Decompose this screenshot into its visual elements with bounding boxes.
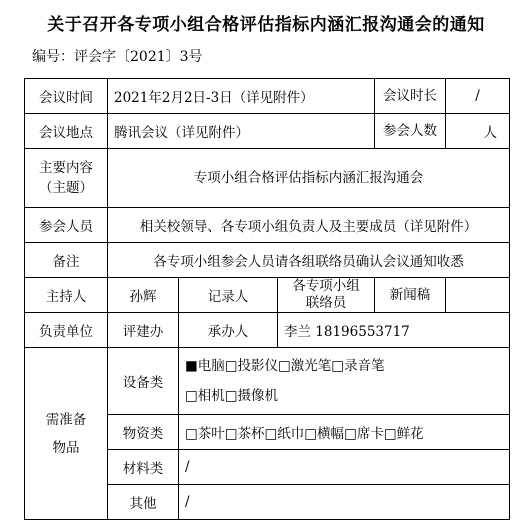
document-number: 编号：评会字〔2021〕3号 <box>32 49 203 65</box>
checkbox-empty-icon: □ <box>185 388 198 404</box>
checkbox-empty-icon: □ <box>224 358 238 374</box>
topic-value: 专项小组合格评估指标内涵汇报沟通会 <box>108 149 510 208</box>
equipment-option-computer[interactable]: ■电脑 <box>185 358 225 374</box>
row-meeting-place <box>25 114 510 149</box>
attendees-value: 相关校领导、各专项小组负责人及主要成员（详见附件） <box>108 208 510 243</box>
attendee-count-value: 人 <box>483 125 497 141</box>
row-host <box>25 278 510 313</box>
materials-label: 材料类 <box>108 450 179 485</box>
attendees-label: 参会人员 <box>25 208 108 243</box>
host-value: 孙辉 <box>108 278 179 313</box>
materials-value: / <box>179 450 510 485</box>
duration-cell <box>375 79 510 114</box>
news-cell <box>375 278 510 313</box>
contact-label-line2: 联络员 <box>305 295 347 311</box>
other-label: 其他 <box>108 485 179 520</box>
unit-value: 评建办 <box>108 313 179 348</box>
checkbox-empty-icon: □ <box>224 388 238 404</box>
checkbox-empty-icon: □ <box>264 426 278 442</box>
supplies-option-name-card[interactable]: □席卡 <box>344 426 384 442</box>
supplies-option-tea[interactable]: □茶叶 <box>185 426 225 442</box>
meeting-time-label: 会议时间 <box>25 79 108 114</box>
meeting-place-label: 会议地点 <box>25 114 108 149</box>
remark-label: 备注 <box>25 243 108 278</box>
needs-label-line2: 物品 <box>52 439 80 456</box>
checkbox-empty-icon: □ <box>224 426 238 442</box>
contact-label <box>278 278 375 313</box>
equipment-option-laser-pointer[interactable]: □激光笔 <box>278 358 332 374</box>
topic-label-line1: 主要内容 <box>39 160 93 176</box>
equipment-option-video-camera[interactable]: □摄像机 <box>224 388 279 404</box>
duration-value: / <box>475 88 480 104</box>
attendee-count-cell <box>375 114 510 149</box>
needs-label <box>25 348 108 520</box>
checkbox-empty-icon: □ <box>331 358 345 374</box>
row-remark <box>25 243 510 278</box>
equipment-option-camera[interactable]: □相机 <box>185 388 225 404</box>
handler-value: 李兰 18196553717 <box>278 313 510 348</box>
meeting-time-value: 2021年2月2日-3日（详见附件） <box>108 79 375 114</box>
checkbox-empty-icon: □ <box>383 426 397 442</box>
supplies-option-banner[interactable]: □横幅 <box>304 426 345 442</box>
row-attendees <box>25 208 510 243</box>
notice-title: 关于召开各专项小组合格评估指标内涵汇报沟通会的通知 <box>47 15 485 35</box>
remark-value: 各专项小组参会人员请各组联络员确认会议通知收悉 <box>108 243 510 278</box>
row-meeting-time <box>25 79 510 114</box>
host-label: 主持人 <box>25 278 108 313</box>
equipment-option-projector[interactable]: □投影仪 <box>224 358 279 374</box>
checkbox-checked-icon: ■ <box>185 358 198 374</box>
attendee-count-label: 参会人数 <box>375 114 446 148</box>
meeting-place-value: 腾讯会议（详见附件） <box>108 114 375 149</box>
supplies-option-tissue[interactable]: □纸巾 <box>264 426 305 442</box>
news-label: 新闻稿 <box>375 278 446 312</box>
duration-label: 会议时长 <box>375 79 446 113</box>
unit-label: 负责单位 <box>25 313 108 348</box>
needs-label-line1: 需准备 <box>45 411 87 428</box>
recorder-label: 记录人 <box>179 278 278 313</box>
meeting-notice-form <box>24 78 510 520</box>
checkbox-empty-icon: □ <box>344 426 357 442</box>
checkbox-empty-icon: □ <box>304 426 318 442</box>
row-equipment <box>25 348 510 415</box>
supplies-option-flowers[interactable]: □鲜花 <box>383 426 424 442</box>
row-unit <box>25 313 510 348</box>
supplies-options <box>179 415 510 450</box>
equipment-option-recorder[interactable]: □录音笔 <box>331 358 385 374</box>
supplies-label: 物资类 <box>108 415 179 450</box>
contact-label-line1: 各专项小组 <box>292 278 360 294</box>
supplies-option-teacup[interactable]: □茶杯 <box>224 426 265 442</box>
topic-label <box>25 149 108 208</box>
equipment-options <box>179 348 510 415</box>
checkbox-empty-icon: □ <box>278 358 291 374</box>
topic-label-line2: （主题） <box>39 180 93 196</box>
row-topic <box>25 149 510 208</box>
checkbox-empty-icon: □ <box>185 426 198 442</box>
equipment-label: 设备类 <box>108 348 179 415</box>
other-value: / <box>179 485 510 520</box>
handler-label: 承办人 <box>179 313 278 348</box>
